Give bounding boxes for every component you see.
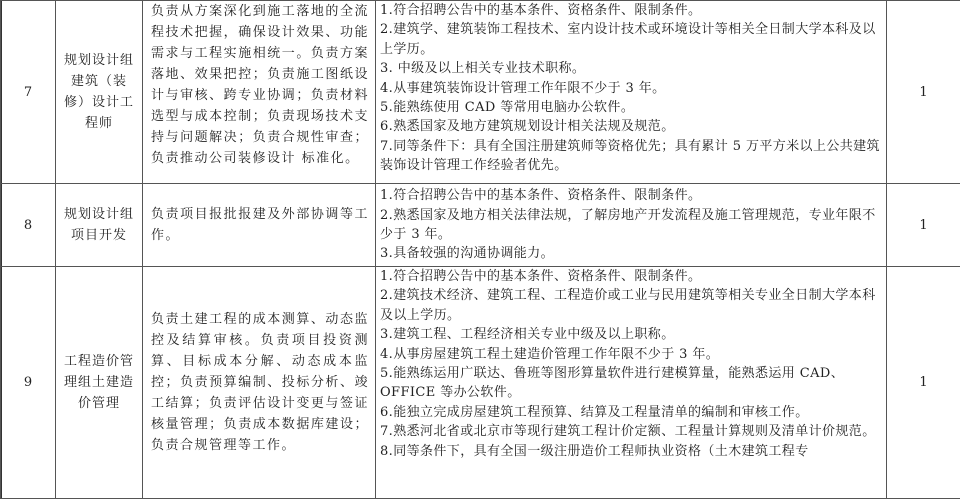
position-requirements [376, 1, 887, 184]
position-name: 工程造价管理组土建造价管理 [56, 267, 143, 499]
table-row [1, 1, 960, 184]
position-name: 规划设计组项目开发 [56, 184, 143, 267]
requirement-item: 1.符合招聘公告中的基本条件、资格条件、限制条件。 [380, 3, 702, 18]
requirement-item: 4.从事建筑装饰设计管理工作年限不少于 3 年。 [380, 80, 666, 96]
requirement-item: 5.能熟练使用 CAD 等常用电脑办公软件。 [380, 100, 635, 116]
requirement-item: 4.从事房屋建筑工程土建造价管理工作年限不少于 3 年。 [380, 346, 720, 362]
table-row [1, 267, 960, 499]
table-row [1, 184, 960, 267]
position-requirements [376, 184, 887, 267]
position-duties: 负责土建工程的成本测算、动态监控及结算审核。负责项目投资测算、目标成本分解、动态成本监控；负责预算编制、投标分析、竣工结算；负责评估设计变更与签证核量管理；负责成本数据库建设；负责合规管理等工作。 [143, 267, 376, 499]
requirement-item: 5.能熟练运用广联达、鲁班等图形算量软件进行建模算量，能熟悉运用 CAD、OFFICE 等办公软件。 [380, 366, 845, 401]
headcount: 1 [887, 267, 960, 499]
row-number: 9 [1, 267, 56, 499]
headcount: 1 [887, 1, 960, 184]
requirement-item: 3.具备较强的沟通协调能力。 [380, 246, 555, 262]
requirement-item: 6.熟悉国家及地方建筑规划设计相关法规及规范。 [380, 119, 675, 135]
requirement-item: 7.同等条件下：具有全国注册建筑师等资格优先；具有累计 5 万平方米以上公共建筑装饰设计管理工作经验者优先。 [380, 138, 880, 174]
requirement-item: 3. 中级及以上相关专业技术职称。 [380, 61, 586, 77]
requirement-item: 2.熟悉国家及地方相关法律法规，了解房地产开发流程及施工管理规范，专业年限不少于 3 年。 [380, 207, 876, 242]
row-number: 7 [1, 1, 56, 184]
requirement-item: 2.建筑技术经济、建筑工程、工程造价或工业与民用建筑等相关专业全日制大学本科及以上学历。 [380, 288, 876, 323]
requirement-item: 8.同等条件下，具有全国一级注册造价工程师执业资格（土木建筑工程专 [380, 443, 809, 459]
requirement-item: 7.熟悉河北省或北京市等现行建筑工程计价定额、工程量计算规则及清单计价规范。 [380, 424, 876, 440]
requirement-item: 1.符合招聘公告中的基本条件、资格条件、限制条件。 [380, 188, 702, 204]
position-duties: 负责项目报批报建及外部协调等工作。 [143, 184, 376, 267]
requirement-item: 1.符合招聘公告中的基本条件、资格条件、限制条件。 [380, 269, 702, 284]
requirement-item: 6.能独立完成房屋建筑工程预算、结算及工程量清单的编制和审核工作。 [380, 404, 809, 420]
position-name: 规划设计组建筑（装修）设计工程师 [56, 1, 143, 184]
row-number: 8 [1, 184, 56, 267]
requirement-item: 3.建筑工程、工程经济相关专业中级及以上职称。 [380, 327, 675, 343]
position-duties: 负责从方案深化到施工落地的全流程技术把握，确保设计效果、功能需求与工程实施相统一。负责方案落地、效果把控；负责施工图纸设计与审核、跨专业协调；负责材料选型与成本控制；负责现场技术支持与问题解决；负责合规性审查；负责推动公司装修设计 标准化。 [143, 1, 376, 184]
headcount: 1 [887, 184, 960, 267]
position-requirements [376, 267, 887, 499]
requirement-item: 2.建筑学、建筑装饰工程技术、室内设计技术或环境设计等相关全日制大学本科及以上学历。 [380, 22, 876, 57]
